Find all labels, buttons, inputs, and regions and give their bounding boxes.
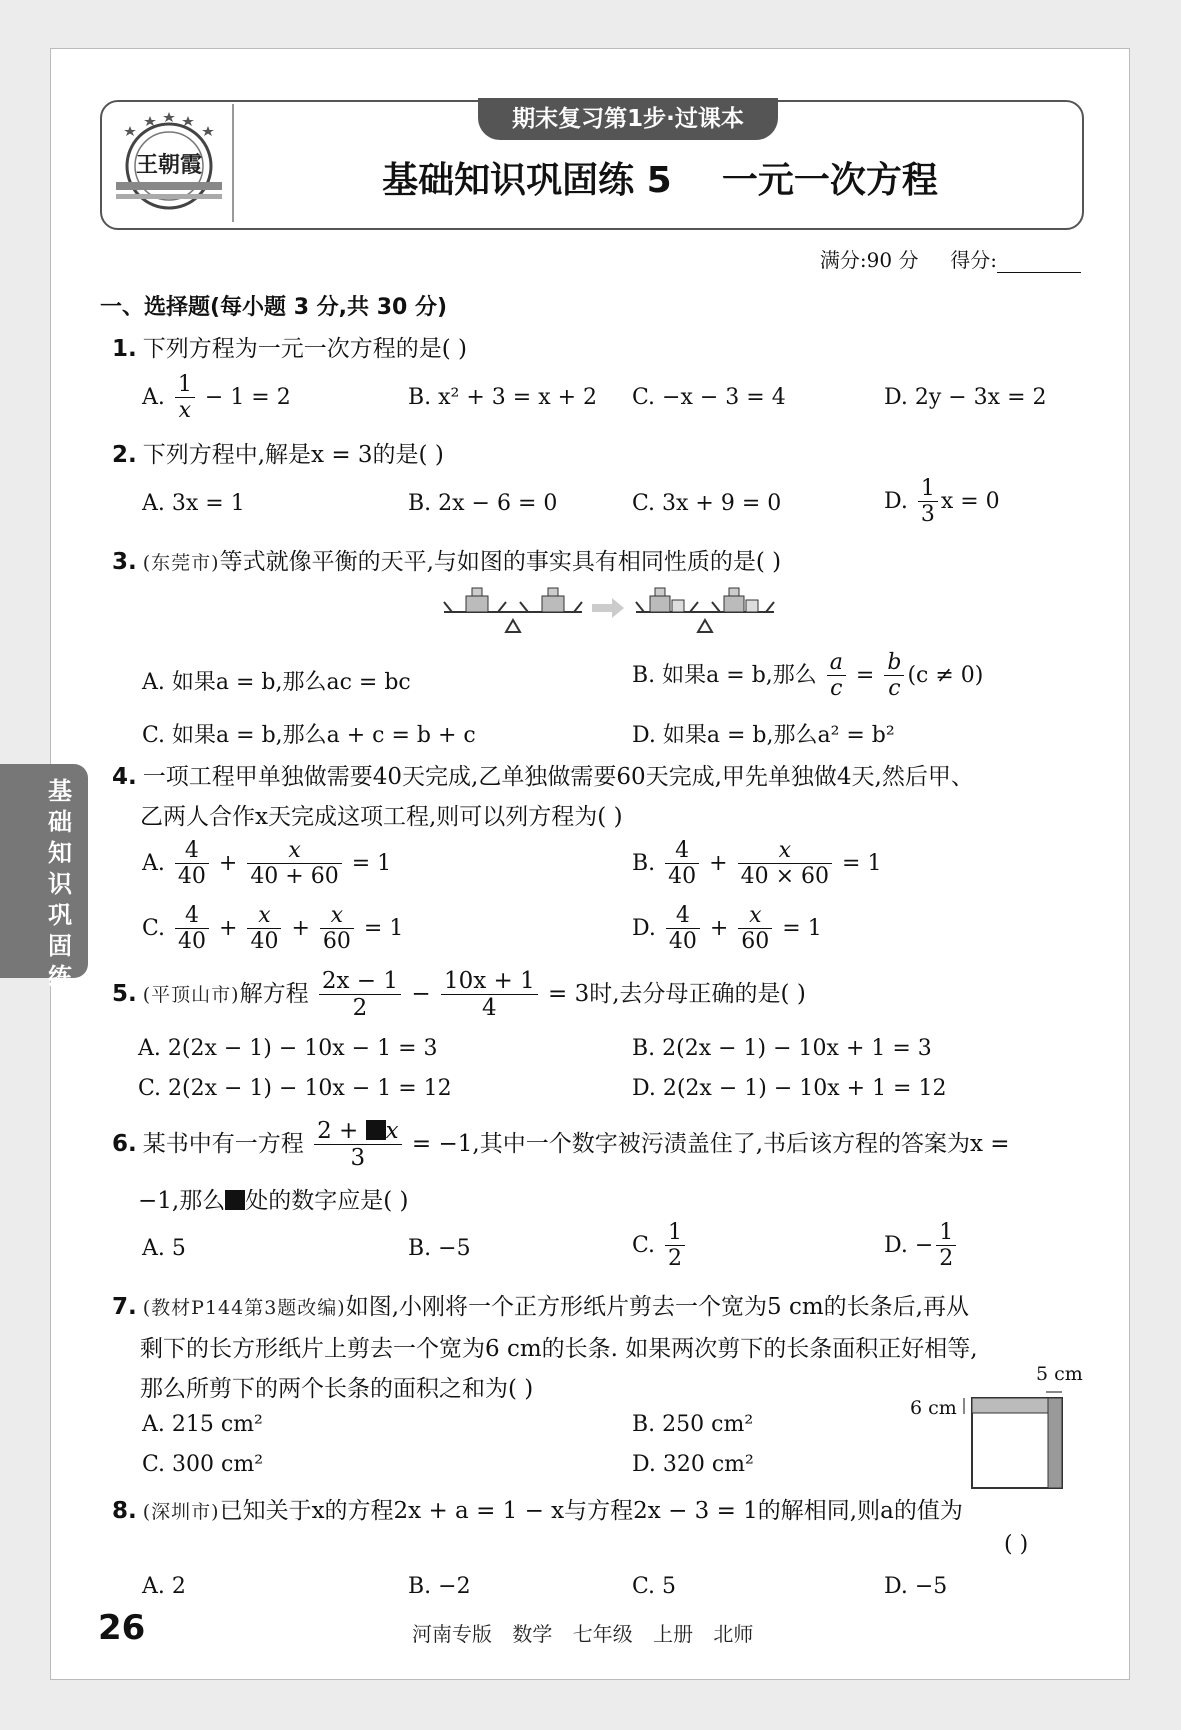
q5-option-d[interactable]: D. 2(2x − 1) − 10x + 1 = 12: [632, 1076, 947, 1101]
q3-option-b[interactable]: B. 如果a = b,那么 $\frac{a}{c}$ = $\frac{b}{c}$ (c ≠ 0): [632, 650, 984, 702]
question-6-line-1: 6. 某书中有一方程 $\frac{2 + x}{3}$ = −1,其中一个数字被污渍盖住了,书后该方程的答案为x =: [112, 1118, 1010, 1172]
q4-option-a[interactable]: A. $\frac{4}{40}$ + $\frac{x}{40 + 60}$ = 1: [142, 838, 392, 890]
q6-option-b[interactable]: B. −5: [408, 1236, 471, 1261]
q7-option-b[interactable]: B. 250 cm²: [632, 1412, 754, 1437]
balance-scale-figure: [440, 578, 780, 640]
q4-option-b[interactable]: B. $\frac{4}{40}$ + $\frac{x}{40 \times 60}$ = 1: [632, 838, 882, 890]
section-heading: 一、选择题(每小题 3 分,共 30 分): [100, 295, 448, 320]
question-2: 2. 下列方程中,解是x = 3的是( ): [112, 442, 444, 468]
full-score: 满分:90 分: [819, 248, 919, 272]
question-8: 8. (深圳市)已知关于x的方程2x + a = 1 − x与方程2x − 3 = 1的解相同,则a的值为: [112, 1498, 963, 1524]
q4-option-c[interactable]: C. $\frac{4}{40}$ + $\frac{x}{40}$ + $\frac{x}{60}$ = 1: [142, 903, 404, 955]
q1-option-b[interactable]: B. x² + 3 = x + 2: [408, 385, 598, 410]
q7-option-a[interactable]: A. 215 cm²: [142, 1412, 263, 1437]
q4-option-d[interactable]: D. $\frac{4}{40}$ + $\frac{x}{60}$ = 1: [632, 903, 822, 955]
q1-option-d[interactable]: D. 2y − 3x = 2: [884, 385, 1047, 410]
score-label: 得分:: [950, 248, 997, 272]
q2-option-c[interactable]: C. 3x + 9 = 0: [632, 491, 782, 516]
page-title: 基础知识巩固练 5 一元一次方程: [382, 160, 938, 201]
q8-option-c[interactable]: C. 5: [632, 1574, 677, 1599]
q5-option-c[interactable]: C. 2(2x − 1) − 10x − 1 = 12: [138, 1076, 452, 1101]
svg-text:5 cm: 5 cm: [1036, 1363, 1083, 1385]
question-1: 1. 下列方程为一元一次方程的是( ): [112, 336, 468, 362]
question-7-line-1: 7. (教材P144第3题改编)如图,小刚将一个正方形纸片剪去一个宽为5 cm的长条后,再从: [112, 1294, 969, 1320]
question-6-line-2: −1,那么 处的数字应是( ): [138, 1188, 409, 1214]
svg-text:王朝霞: 王朝霞: [135, 152, 203, 178]
q2-option-b[interactable]: B. 2x − 6 = 0: [408, 491, 558, 516]
question-4-line-2: 乙两人合作x天完成这项工程,则可以列方程为( ): [140, 804, 623, 830]
question-3: 3. (东莞市)等式就像平衡的天平,与如图的事实具有相同性质的是( ): [112, 549, 782, 575]
q7-option-c[interactable]: C. 300 cm²: [142, 1452, 264, 1477]
q5-option-b[interactable]: B. 2(2x − 1) − 10x + 1 = 3: [632, 1036, 932, 1061]
ink-stain-box: [366, 1120, 386, 1140]
q2-option-d[interactable]: D. $\frac{1}{3}$ x = 0: [884, 476, 1000, 528]
q2-option-a[interactable]: A. 3x = 1: [142, 491, 245, 516]
question-7-line-3: 那么所剪下的两个长条的面积之和为( ): [140, 1376, 534, 1402]
ribbon-label: 期末复习第1步·过课本: [478, 98, 778, 140]
q6-option-d[interactable]: D. − $\frac{1}{2}$: [884, 1220, 959, 1272]
q8-option-b[interactable]: B. −2: [408, 1574, 471, 1599]
q8-option-d[interactable]: D. −5: [884, 1574, 948, 1599]
cut-square-figure: [900, 1360, 1090, 1492]
score-blank[interactable]: [997, 252, 1081, 273]
q3-option-d[interactable]: D. 如果a = b,那么a² = b²: [632, 723, 895, 748]
svg-text:6 cm: 6 cm: [910, 1397, 957, 1419]
q1-option-a[interactable]: A. $\frac{1}{x}$ − 1 = 2: [142, 372, 291, 424]
q6-option-c[interactable]: C. $\frac{1}{2}$: [632, 1220, 688, 1272]
ink-stain-box: [225, 1190, 245, 1210]
question-7-line-2: 剩下的长方形纸片上剪去一个宽为6 cm的长条. 如果两次剪下的长条面积正好相等,: [140, 1336, 978, 1362]
q5-option-a[interactable]: A. 2(2x − 1) − 10x − 1 = 3: [138, 1036, 438, 1061]
q3-option-c[interactable]: C. 如果a = b,那么a + c = b + c: [142, 723, 476, 748]
q3-option-a[interactable]: A. 如果a = b,那么ac = bc: [142, 670, 411, 695]
question-5: 5. (平顶山市)解方程 $\frac{2x - 1}{2}$ − $\frac{10x + 1}{4}$ = 3时,去分母正确的是( ): [112, 968, 806, 1022]
question-4-line-1: 4. 一项工程甲单独做需要40天完成,乙单独做需要60天完成,甲先单独做4天,然后甲、: [112, 764, 974, 790]
page-number: 26: [98, 1608, 146, 1648]
header-separator: [232, 104, 234, 222]
side-tab-label: 基础知识巩固练: [48, 777, 72, 991]
q6-option-a[interactable]: A. 5: [142, 1236, 186, 1261]
q7-option-d[interactable]: D. 320 cm²: [632, 1452, 754, 1477]
brand-logo: [110, 108, 228, 216]
footer-info: 河南专版 数学 七年级 上册 北师: [412, 1622, 754, 1646]
q1-option-c[interactable]: C. −x − 3 = 4: [632, 385, 786, 410]
q8-option-a[interactable]: A. 2: [142, 1574, 186, 1599]
q8-answer-paren[interactable]: ( ): [1004, 1532, 1029, 1557]
score-line: [820, 244, 1081, 273]
